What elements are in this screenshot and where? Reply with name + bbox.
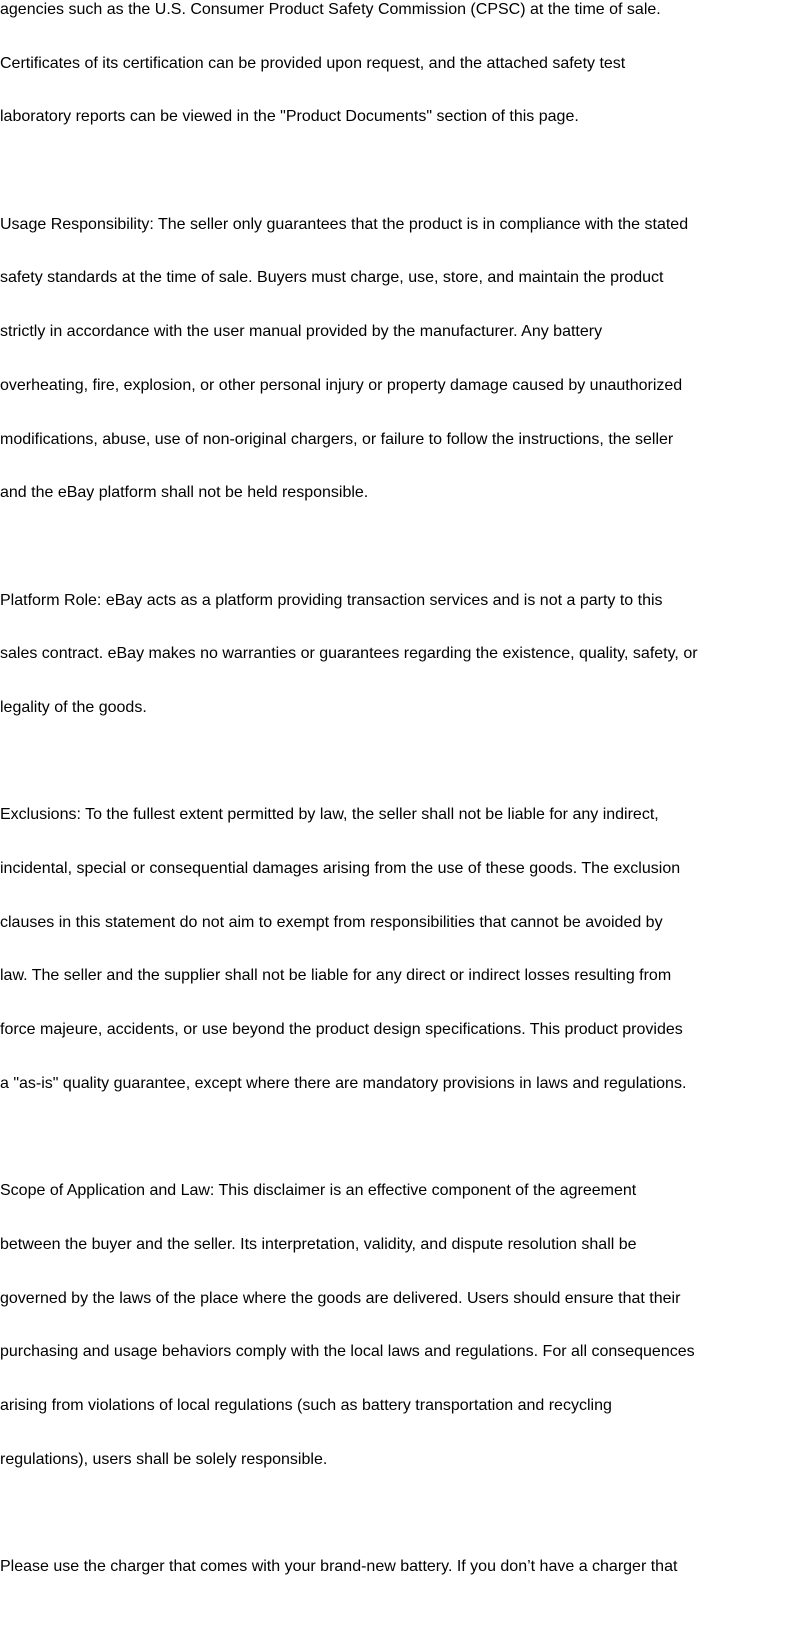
text-line: Certificates of its certification can be provided upon request, and the attached safety test	[0, 54, 626, 72]
text-line: Platform Role: eBay acts as a platform providing transaction services and is not a party to this	[0, 591, 663, 609]
text-line: regulations), users shall be solely responsible.	[0, 1450, 328, 1468]
text-line: a "as-is" quality guarantee, except where there are mandatory provisions in laws and regulations.	[0, 1074, 687, 1092]
text-line: and the eBay platform shall not be held responsible.	[0, 484, 369, 502]
paragraph-certification	[0, 0, 800, 144]
text-line: Exclusions: To the fullest extent permitted by law, the seller shall not be liable for any indirect,	[0, 806, 659, 824]
text-line: Usage Responsibility: The seller only guarantees that the product is in compliance with the stated	[0, 215, 689, 233]
text-line: safety standards at the time of sale. Buyers must charge, use, store, and maintain the product	[0, 269, 664, 287]
text-line: agencies such as the U.S. Consumer Product Safety Commission (CPSC) at the time of sale.	[0, 1, 661, 18]
paragraph-usage-responsibility	[0, 198, 800, 520]
text-line: Please use the charger that comes with your brand-new battery. If you don’t have a charger that	[0, 1557, 678, 1575]
text-line: between the buyer and the seller. Its interpretation, validity, and dispute resolution shall be	[0, 1235, 637, 1253]
paragraph-exclusions	[0, 788, 800, 1110]
text-line: arising from violations of local regulations (such as battery transportation and recycling	[0, 1396, 612, 1414]
text-line: law. The seller and the supplier shall not be liable for any direct or indirect losses resulting from	[0, 967, 672, 985]
text-line: force majeure, accidents, or use beyond the product design specifications. This product provides	[0, 1021, 683, 1039]
text-line: laboratory reports can be viewed in the "Product Documents" section of this page.	[0, 108, 579, 126]
paragraph-platform-role	[0, 574, 800, 735]
text-line: clauses in this statement do not aim to exempt from responsibilities that cannot be avoided by	[0, 913, 663, 931]
text-line: purchasing and usage behaviors comply with the local laws and regulations. For all consequences	[0, 1343, 695, 1361]
text-line: legality of the goods.	[0, 698, 147, 716]
text-line: overheating, fire, explosion, or other personal injury or property damage caused by unauthorized	[0, 376, 683, 394]
text-line: Scope of Application and Law: This disclaimer is an effective component of the agreement	[0, 1182, 637, 1200]
paragraph-charger-note	[0, 1540, 800, 1594]
text-line: incidental, special or consequential damages arising from the use of these goods. The exclusion	[0, 860, 681, 877]
text-line: sales contract. eBay makes no warranties or guarantees regarding the existence, quality, safety, or	[0, 645, 698, 663]
paragraph-scope-and-law	[0, 1164, 800, 1486]
text-line: modifications, abuse, use of non-original chargers, or failure to follow the instructions, the seller	[0, 430, 674, 448]
text-line: governed by the laws of the place where the goods are delivered. Users should ensure that their	[0, 1289, 681, 1307]
text-line: strictly in accordance with the user manual provided by the manufacturer. Any battery	[0, 323, 603, 341]
